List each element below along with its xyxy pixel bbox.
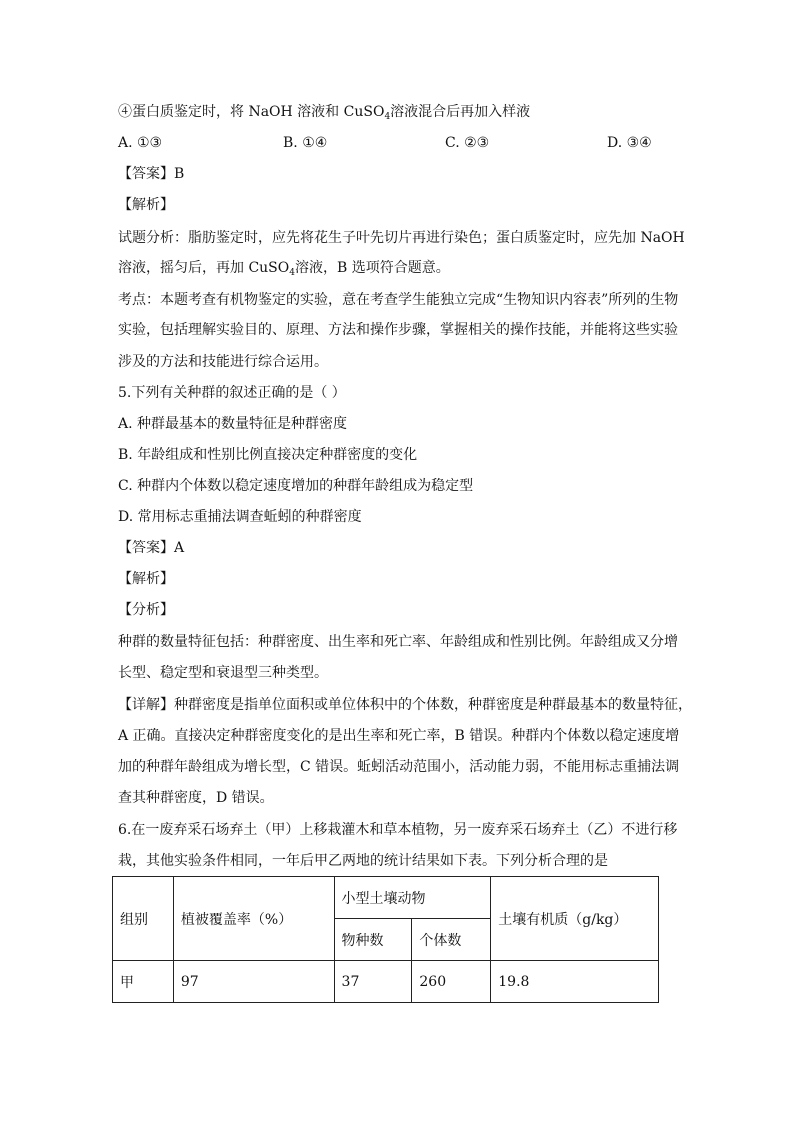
header-soil-animals: 小型土壤动物 <box>334 877 491 919</box>
header-individuals: 个体数 <box>412 919 491 961</box>
q4-item-4-text-a: ④蛋白质鉴定时，将 NaOH 溶液和 CuSO <box>118 104 385 120</box>
q5-analysis-heading: 【解析】 <box>118 571 174 587</box>
q4-item-4 <box>118 102 530 127</box>
q4-analysis-line-2-subscript: 4 <box>289 268 295 278</box>
q5-answer: 【答案】A <box>118 540 185 556</box>
q4-option-b: B. ①④ <box>283 135 328 151</box>
q5-fenxi-line-2: 长型、稳定型和衰退型三种类型。 <box>118 665 328 681</box>
q6-stem-line-1: 6.在一废弃采石场弃土（甲）上移栽灌木和草本植物，另一废弃采石场弃土（乙）不进行移 <box>118 822 678 838</box>
q4-option-d: D. ③④ <box>607 135 652 151</box>
q5-option-d: D. 常用标志重捕法调查蚯蚓的种群密度 <box>118 509 362 525</box>
q4-item-4-subscript: 4 <box>384 112 391 122</box>
q4-option-a: A. ①③ <box>118 135 163 151</box>
q4-answer: 【答案】B <box>118 166 185 182</box>
cell-organic: 19.8 <box>491 961 659 1003</box>
table-row <box>113 961 659 1003</box>
q4-kaodian-line-1: 考点：本题考查有机物鉴定的实验，意在考查学生能独立完成“生物知识内容表”所列的生物 <box>118 292 679 308</box>
cell-cover: 97 <box>173 961 334 1003</box>
table-header-row-1 <box>113 877 659 919</box>
q4-analysis-line-1: 试题分析：脂肪鉴定时，应先将花生子叶先切片再进行染色；蛋白质鉴定时，应先加 NaOH <box>118 230 685 246</box>
q5-option-b: B. 年龄组成和性别比例直接决定种群密度的变化 <box>118 447 418 463</box>
q6-data-table <box>112 876 659 1003</box>
cell-group: 甲 <box>113 961 174 1003</box>
header-group: 组别 <box>113 877 174 961</box>
q5-detail-line-2: A 正确。直接决定种群密度变化的是出生率和死亡率，B 错误。种群内个体数以稳定速度增 <box>118 728 680 744</box>
header-species: 物种数 <box>334 919 412 961</box>
q5-detail-line-1: 【详解】种群密度是指单位面积或单位体积中的个体数，种群密度是种群最基本的数量特征， <box>118 697 692 713</box>
q4-analysis-line-2 <box>118 258 450 283</box>
q5-fenxi-line-1: 种群的数量特征包括：种群密度、出生率和死亡率、年龄组成和性别比例。年龄组成又分增 <box>118 634 678 650</box>
header-cover: 植被覆盖率（%） <box>173 877 334 961</box>
q4-analysis-line-2-text-b: 溶液，B 选项符合题意。 <box>294 260 450 276</box>
q4-analysis-line-2-text-a: 溶液，摇匀后，再加 CuSO <box>118 260 290 276</box>
q4-analysis-heading: 【解析】 <box>118 197 174 213</box>
q5-option-c: C. 种群内个体数以稳定速度增加的种群年龄组成为稳定型 <box>118 478 474 494</box>
header-organic-matter: 土壤有机质（g/kg） <box>491 877 659 961</box>
q5-option-a: A. 种群最基本的数量特征是种群密度 <box>118 416 348 432</box>
q5-detail-line-4: 查其种群密度，D 错误。 <box>118 790 274 806</box>
q5-fenxi-heading: 【分析】 <box>118 602 174 618</box>
cell-individuals: 260 <box>412 961 491 1003</box>
cell-species: 37 <box>334 961 412 1003</box>
q4-option-c: C. ②③ <box>445 135 490 151</box>
q5-stem: 5.下列有关种群的叙述正确的是（ ） <box>118 385 346 401</box>
q6-stem-line-2: 栽，其他实验条件相同，一年后甲乙两地的统计结果如下表。下列分析合理的是 <box>118 853 608 869</box>
q5-detail-line-3: 加的种群年龄组成为增长型，C 错误。蚯蚓活动范围小，活动能力弱，不能用标志重捕法调 <box>118 759 680 775</box>
q4-kaodian-line-2: 实验，包括理解实验目的、原理、方法和操作步骤，掌握相关的操作技能，并能将这些实验 <box>118 322 678 338</box>
q4-item-4-text-b: 溶液混合后再加入样液 <box>390 104 531 120</box>
q4-kaodian-line-3: 涉及的方法和技能进行综合运用。 <box>118 354 328 370</box>
